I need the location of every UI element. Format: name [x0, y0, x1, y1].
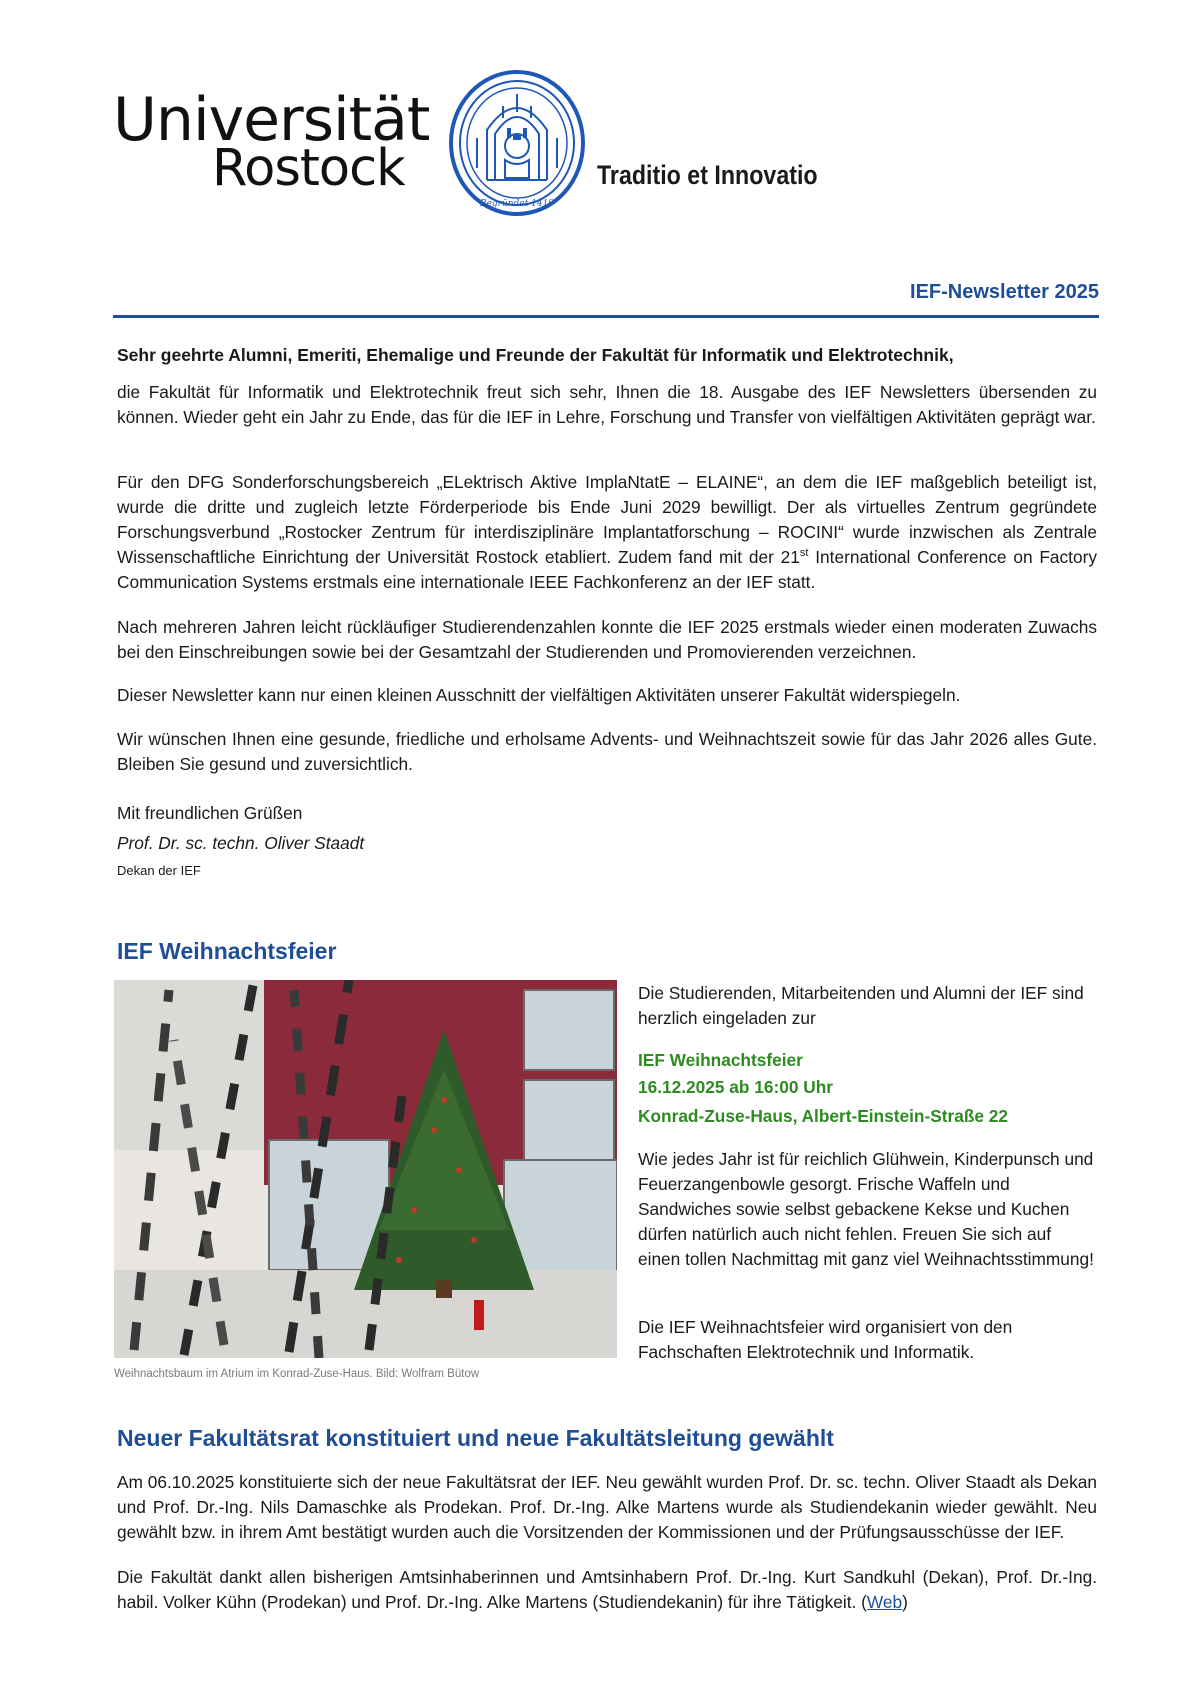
intro-paragraph: die Fakultät für Informatik und Elektrotechnik freut sich sehr, Ihnen die 18. Ausgabe des IEF Newsletters übersenden zu können. Wieder geht ein Jahr zu Ende, das für die IEF in Lehre, Forschung und Transfer von vielfältigen Aktivitäten geprägt war. — [117, 382, 1097, 427]
logo-wordmark-line2: Rostock — [212, 139, 405, 198]
xmas-intro: Die Studierenden, Mitarbeitenden und Alumni der IEF sind herzlich eingeladen zur — [638, 983, 1084, 1028]
council-paragraph-1: Am 06.10.2025 konstituierte sich der neue Fakultätsrat der IEF. Neu gewählt wurden Prof. Dr. sc. techn. Oliver Staadt als Dekan und Prof. Dr.-Ing. Nils Damaschke als Prodekan. Prof. Dr.-Ing. Alke Martens wurde als Studiendekanin wieder gewählt. Neu gewählt bzw. in ihrem Amt bestätigt wurden auch die Vorsitzenden der Kommissionen und der Prüfungsausschüsse der IEF. — [117, 1472, 1097, 1542]
header-divider — [113, 315, 1099, 318]
christmas-tree-photo — [114, 980, 617, 1358]
logo-wordmark-line1: Universität — [113, 85, 430, 155]
ordinal-suffix: st — [799, 547, 809, 560]
event-date: 16.12.2025 ab 16:00 Uhr — [638, 1077, 834, 1097]
xmas-organizer: Die IEF Weihnachtsfeier wird organisiert von den Fachschaften Elektrotechnik und Informatik. — [638, 1317, 1013, 1362]
university-motto: Traditio et Innovatio — [597, 160, 818, 190]
signature-role: Dekan der IEF — [117, 863, 201, 878]
signature-name: Prof. Dr. sc. techn. Oliver Staadt — [117, 833, 365, 853]
research-text-part1: Für den DFG Sonderforschungsbereich „ELektrisch Aktive ImplaNtatE – ELAINE“, an dem die IEF maßgeblich beteiligt ist, wurde die dritte und zugleich letzte Förderperiode bis Ende Juni 2029 bewilligt. Der als virtuelles Zentrum gegründete Forschungsverbund „Rostocker Zentrum für interdisziplinäre Implantatforschung – ROCINI“ wurde inzwischen als Zentrale Wissenschaftliche Einrichtung der Universität Rostock etabliert. Zudem fand mit der 21 — [117, 472, 1097, 567]
event-location: Konrad-Zuse-Haus, Albert-Einstein-Straße 22 — [638, 1106, 1009, 1126]
section-heading-xmas: IEF Weihnachtsfeier — [117, 938, 337, 964]
university-seal-icon — [447, 68, 587, 218]
scope-paragraph: Dieser Newsletter kann nur einen kleinen Ausschnitt der vielfältigen Aktivitäten unserer Fakultät widerspiegeln. — [117, 685, 961, 705]
research-paragraph — [117, 470, 1097, 595]
wishes-paragraph: Wir wünschen Ihnen eine gesunde, friedliche und erholsame Advents- und Weihnachtszeit sowie für das Jahr 2026 alles Gute. Bleiben Sie gesund und zuversichtlich. — [117, 729, 1097, 774]
council-paragraph-2 — [117, 1565, 1097, 1615]
web-link[interactable]: Web — [866, 1592, 903, 1612]
newsletter-title: IEF-Newsletter 2025 — [910, 281, 1099, 303]
seal-caption: Begründet 1419 — [479, 199, 555, 209]
closing-greeting: Mit freundlichen Grüßen — [117, 803, 303, 823]
council-thanks-end: ) — [902, 1592, 908, 1612]
photo-caption: Weihnachtsbaum im Atrium im Konrad-Zuse-Haus. Bild: Wolfram Bütow — [114, 1368, 480, 1380]
council-thanks-text: Die Fakultät dankt allen bisherigen Amtsinhaberinnen und Amtsinhabern Prof. Dr.-Ing. Kurt Sandkuhl (Dekan), Prof. Dr.-Ing. habil. Volker Kühn (Prodekan) und Prof. Dr.-Ing. Alke Martens (Studiendekanin) für ihre Tätigkeit. ( — [117, 1567, 1097, 1612]
event-name: IEF Weihnachtsfeier — [638, 1050, 803, 1070]
xmas-details: Wie jedes Jahr ist für reichlich Glühwein, Kinderpunsch und Feuerzangenbowle gesorgt. Frische Waffeln und Sandwiches sowie selbst gebackene Kekse und Kuchen dürfen natürlich auch nicht fehlen. Freuen Sie sich auf einen tollen Nachmittag mit ganz viel Weihnachtsstimmung! — [638, 1149, 1094, 1269]
students-paragraph: Nach mehreren Jahren leicht rückläufiger Studierendenzahlen konnte die IEF 2025 erstmals wieder einen moderaten Zuwachs bei den Einschreibungen sowie bei der Gesamtzahl der Studierenden und Promovierenden verzeichnen. — [117, 617, 1097, 662]
salutation: Sehr geehrte Alumni, Emeriti, Ehemalige und Freunde der Fakultät für Informatik und Elektrotechnik, — [117, 345, 954, 365]
section-heading-council: Neuer Fakultätsrat konstituiert und neue Fakultätsleitung gewählt — [117, 1425, 834, 1451]
research-text-part2: International Conference on Factory Communication Systems erstmals eine internationale IEEE Fachkonferenz an der IEF statt. — [117, 547, 1097, 592]
